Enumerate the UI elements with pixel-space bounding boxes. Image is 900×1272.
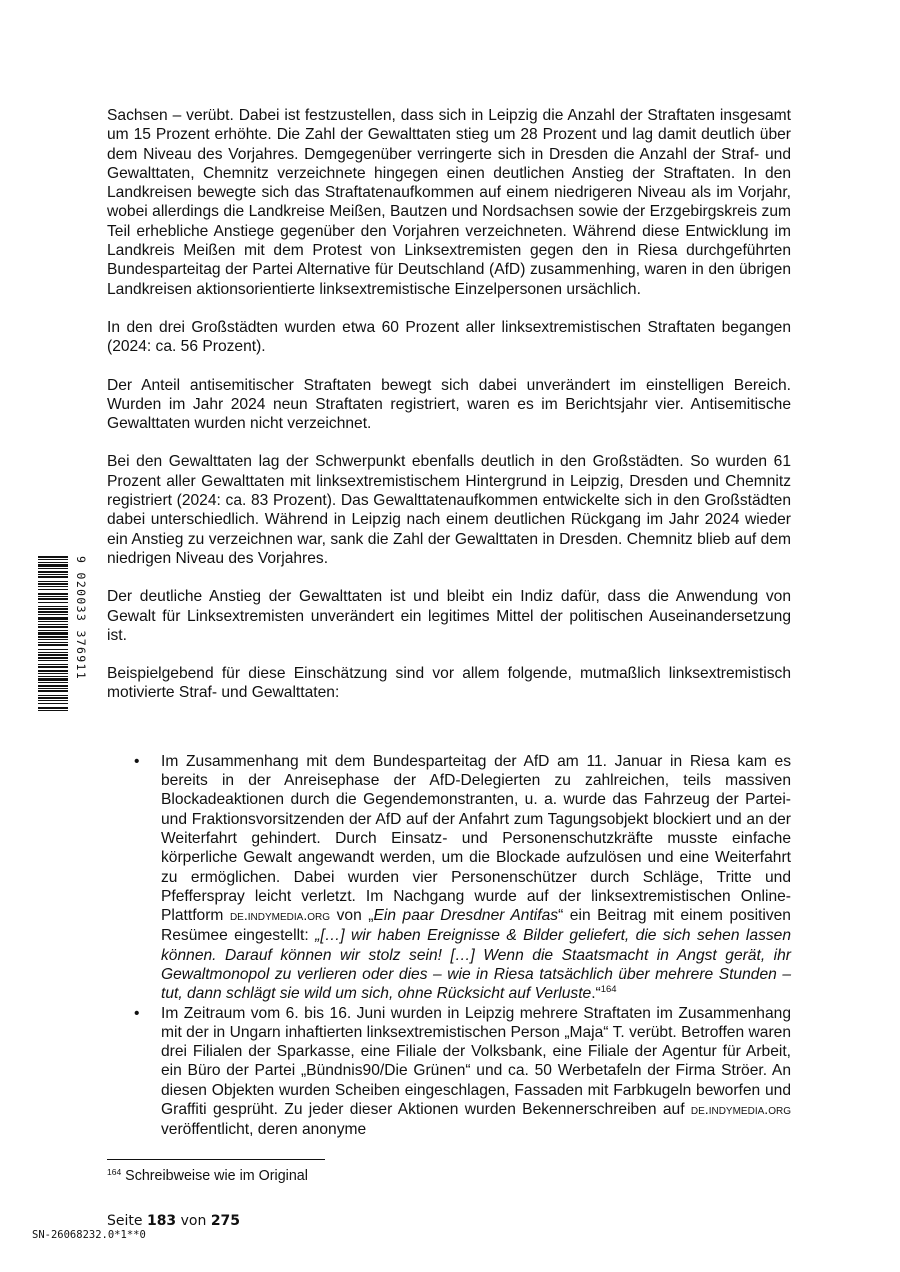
barcode-bar [38,593,68,595]
quote: „[…] wir haben Ereignisse & Bilder geliefert, die sich sehen lassen können. Darauf können wir stolz sein! […] Wenn die Staatsmacht in Angst gerät, ihr Gewaltmonopol zu verlieren oder dies – wie in Riesa tatsächlich über mehrere Stunden – tut, dann schlägt sie wild um sich, ohne Rücksicht auf Verluste [161,927,792,1003]
barcode-bar [38,626,68,628]
bullet1-text-b: von „ [330,907,374,925]
bullet2-text-b: veröffentlicht, deren anonyme [161,1121,367,1139]
barcode-bar [38,632,68,635]
barcode-bar [38,673,68,674]
barcode-bar [38,589,68,590]
barcode-bar [38,583,68,585]
bullet1-text-c: “ ein Beitrag mit einem positiven Resümee eingestellt: [161,907,791,945]
barcode-bar [38,654,68,656]
barcode-bar [38,611,68,613]
barcode [28,556,88,712]
document-id: SN-26068232.0*1**0 [32,1229,146,1241]
list-item [107,752,791,1004]
barcode-bar [38,703,68,704]
barcode-bar [38,581,68,582]
footnote-ref-164[interactable]: 164 [600,984,617,996]
barcode-bar [38,670,68,672]
page-number-total: 275 [210,1213,241,1229]
barcode-bar [38,657,68,659]
bullet1-text-d: .“ [591,985,601,1003]
list-item [107,1004,791,1140]
incident-list [107,752,791,1140]
barcode-bar [38,688,68,689]
barcode-bar [38,621,68,622]
barcode-bar [38,614,68,615]
footnote [107,1167,308,1185]
barcode-bar [38,564,68,567]
barcode-bar [38,664,68,665]
footnote-divider [107,1159,325,1160]
paragraph-5: Der deutliche Anstieg der Gewalttaten ist und bleibt ein Indiz dafür, dass die Anwendung von Gewalt für Linksextremisten unverändert ein legitimes Mittel der politischen Auseinandersetzung ist. [107,588,791,644]
barcode-bar [38,660,68,661]
page-body [107,106,791,1140]
page-number-prefix: Seite [107,1213,147,1229]
barcode-bar [38,685,68,687]
barcode-bar [38,678,68,681]
page-number-current: 183 [146,1213,177,1229]
barcode-bars [38,556,68,712]
footnote-number: 164 [107,1167,122,1177]
barcode-bar [38,642,68,643]
barcode-bar [38,697,68,699]
barcode-bar [38,630,68,631]
footnote-text: Schreibweise wie im Original [121,1168,308,1184]
barcode-bar [38,652,68,653]
barcode-bar [38,571,68,573]
barcode-bar [38,700,68,701]
page-number-middle: von [176,1213,211,1229]
barcode-bar [38,676,68,677]
barcode-bar [38,568,68,569]
barcode-bar [38,666,68,668]
platform-name: de.indymedia.org [229,908,331,925]
barcode-bar [38,649,68,650]
paragraph-2: In den drei Großstädten wurden etwa 60 Prozent aller linksextremistischen Straftaten begangen (2024: ca. 56 Prozent). [107,318,791,356]
barcode-bar [38,556,68,558]
barcode-bar [38,636,68,638]
barcode-bar [38,617,68,620]
paragraph-6: Beispielgebend für diese Einschätzung sind vor allem folgende, mutmaßlich linksextremistisch motivierte Straf- und Gewalttaten: [107,665,791,702]
barcode-bar [38,602,68,603]
paragraph-4: Bei den Gewalttaten lag der Schwerpunkt ebenfalls deutlich in den Großstädten. So wurden 61 Prozent aller Gewalttaten mit linksextremistischem Hintergrund in Leipzig, Dresden und Chemnitz registriert (2024: ca. 83 Prozent). Das Gewalttatenaufkommen entwickelte sich in den Großstädten dabei unterschiedlich. Während in Leipzig nach einem deutlichen Rückgang im Jahr 2024 wieder ein Anstieg zu verzeichnen war, sank die Zahl der Gewalttaten in Dresden. Chemnitz blieb auf dem niedrigen Niveau des Vorjahres. [107,453,791,567]
barcode-bar [38,710,68,711]
barcode-bar [38,606,68,607]
barcode-bar [38,644,68,646]
barcode-bar [38,639,68,640]
paragraph-3: Der Anteil antisemitischer Straftaten bewegt sich dabei unverändert im einstelligen Bereich. Wurden im Jahr 2024 neun Straftaten registriert, waren es im Berichtsjahr vier. Antisemitische Gewalttaten wurden nicht verzeichnet. [107,376,791,433]
paragraph-1: Sachsen – verübt. Dabei ist festzustellen, dass sich in Leipzig die Anzahl der Straftaten insgesamt um 15 Prozent erhöhte. Die Zahl der Gewalttaten stieg um 28 Prozent und lag damit deutlich über dem Niveau des Vorjahres. Demgegenüber verringerte sich in Dresden die Anzahl der Straf- und Gewalttaten, Chemnitz verzeichnete hingegen einen deutlichen Anstieg der Straftaten. In den Landkreisen bewegte sich das Straftatenaufkommen auf einem niedrigeren Niveau als im Vorjahr, wobei allerdings die Landkreise Meißen, Bautzen und Nordsachsen sowie der Erzgebirgskreis zum Teil erhebliche Anstiege gegenüber den Vorjahren verzeichneten. Während diese Entwicklung im Landkreis Meißen mit dem Protest von Linksextremisten gegen den in Riesa durchgeführten Bundesparteitag der Partei Alternative für Deutschland (AfD) zusammenhing, waren in den übrigen Landkreisen aktionsorientierte linksextremistische Einzelpersonen ursächlich. [107,107,791,298]
barcode-digits: 9 020033 376911 [74,556,88,681]
barcode-bar [38,559,68,560]
bullet1-text-a: Im Zusammenhang mit dem Bundesparteitag der AfD am 11. Januar in Riesa kam es bereits in der Anreisephase der AfD-Delegierten zu zahlreichen, teils massiven Blockadeaktionen durch die Gegendemonstranten, u. a. wurde das Fahrzeug der Partei- und Fraktionsvorsitzenden der AfD auf der Anfahrt zum Tagungsobjekt blockiert und an der Weiterfahrt gehindert. Durch Einsatz- und Personenschutzkräfte musste einfache körperliche Gewalt angewandt werden, um die Blockade aufzulösen und eine Weiterfahrt zu ermöglichen. Dabei wurden vier Personenschützer durch Schläge, Tritte und Pfefferspray leicht verletzt. Im Nachgang wurde auf der linksextremistischen Online-Plattform [161,752,791,925]
barcode-bar [38,586,68,587]
barcode-bar [38,695,68,696]
barcode-bar [38,574,68,575]
barcode-bar [38,562,68,563]
barcode-bar [38,624,68,625]
barcode-bar [38,576,68,578]
barcode-bar [38,682,68,683]
barcode-bar [38,707,68,709]
author-name: Ein paar Dresdner Antifas [373,907,559,925]
barcode-bar [38,608,68,610]
platform-name: de.indymedia.org [690,1102,791,1119]
barcode-bar [38,690,68,692]
bullet2-text-a: Im Zeitraum vom 6. bis 16. Juni wurden in Leipzig mehrere Straftaten im Zusammenhang mit der in Ungarn inhaftierten linksextremistischen Person „Maja“ T. verübt. Betroffen waren drei Filialen der Sparkasse, eine Filiale der Volksbank, eine Filiale der Agentur für Arbeit, ein Büro der Partei „Bündnis90/Die Grünen“ und ca. 50 Werbetafeln der Firma Ströer. An diesen Objekten wurden Scheiben eingeschlagen, Fassaden mit Farbkugeln beworfen und Graffiti gesprüht. Zu jeder dieser Aktionen wurden Bekennerschreiben auf [161,1004,791,1119]
barcode-bar [38,596,68,597]
barcode-bar [38,598,68,600]
page-number [107,1212,240,1230]
